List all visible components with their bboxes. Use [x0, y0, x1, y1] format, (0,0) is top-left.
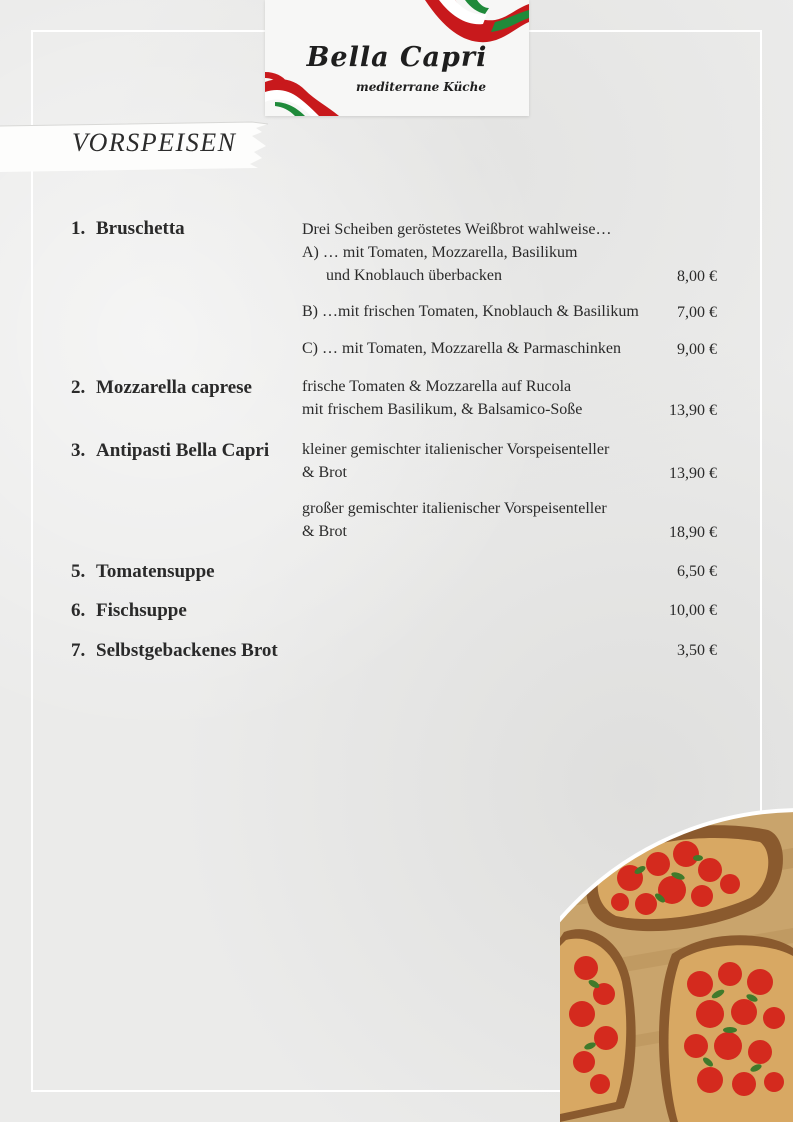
- logo: [265, 0, 529, 116]
- item-description: mit frischem Basilikum, & Balsamico-Soße: [302, 401, 583, 418]
- item-number: 6.: [71, 600, 86, 621]
- item-price: 3,50 €: [677, 642, 717, 659]
- item-name: Mozzarella caprese: [96, 377, 252, 398]
- menu-item-title: [71, 377, 252, 399]
- item-description: und Knoblauch überbacken: [326, 267, 502, 284]
- menu-item-title: [71, 218, 185, 240]
- menu-item-title: [71, 561, 215, 583]
- item-price: 7,00 €: [677, 304, 717, 321]
- item-description: großer gemischter italienischer Vorspeisenteller: [302, 500, 607, 517]
- menu-item-title: [71, 640, 278, 662]
- bruschetta-photo-icon: [560, 808, 793, 1122]
- item-number: 7.: [71, 640, 86, 661]
- item-name: Antipasti Bella Capri: [96, 440, 270, 461]
- item-price: 8,00 €: [677, 268, 717, 285]
- item-description: & Brot: [302, 464, 347, 481]
- section-title: VORSPEISEN: [72, 128, 237, 157]
- item-name: Selbstgebackenes Brot: [96, 640, 278, 661]
- item-description: C) … mit Tomaten, Mozzarella & Parmaschinken: [302, 340, 621, 357]
- logo-tagline: mediterrane Küche: [356, 80, 486, 94]
- logo-name: Bella Capri: [306, 42, 488, 73]
- item-number: 5.: [71, 561, 86, 582]
- item-price: 9,00 €: [677, 341, 717, 358]
- item-description: B) …mit frischen Tomaten, Knoblauch & Basilikum: [302, 303, 639, 320]
- item-price: 18,90 €: [669, 524, 717, 541]
- item-number: 2.: [71, 377, 86, 398]
- item-description: Drei Scheiben geröstetes Weißbrot wahlweise…: [302, 221, 612, 238]
- item-price: 10,00 €: [669, 602, 717, 619]
- menu-item-title: [71, 600, 187, 622]
- menu-item-title: [71, 440, 269, 462]
- item-price: 13,90 €: [669, 465, 717, 482]
- item-description: A) … mit Tomaten, Mozzarella, Basilikum: [302, 244, 578, 261]
- item-name: Tomatensuppe: [96, 561, 215, 582]
- item-price: 6,50 €: [677, 563, 717, 580]
- item-number: 3.: [71, 440, 86, 461]
- item-description: frische Tomaten & Mozzarella auf Rucola: [302, 378, 572, 395]
- item-number: 1.: [71, 218, 86, 239]
- item-description: & Brot: [302, 523, 347, 540]
- italian-flag-ribbon-icon: [425, 0, 529, 46]
- item-name: Fischsuppe: [96, 600, 187, 621]
- item-name: Bruschetta: [96, 218, 185, 239]
- italian-flag-ribbon-icon: [265, 72, 345, 116]
- item-description: kleiner gemischter italienischer Vorspeisenteller: [302, 441, 610, 458]
- item-price: 13,90 €: [669, 402, 717, 419]
